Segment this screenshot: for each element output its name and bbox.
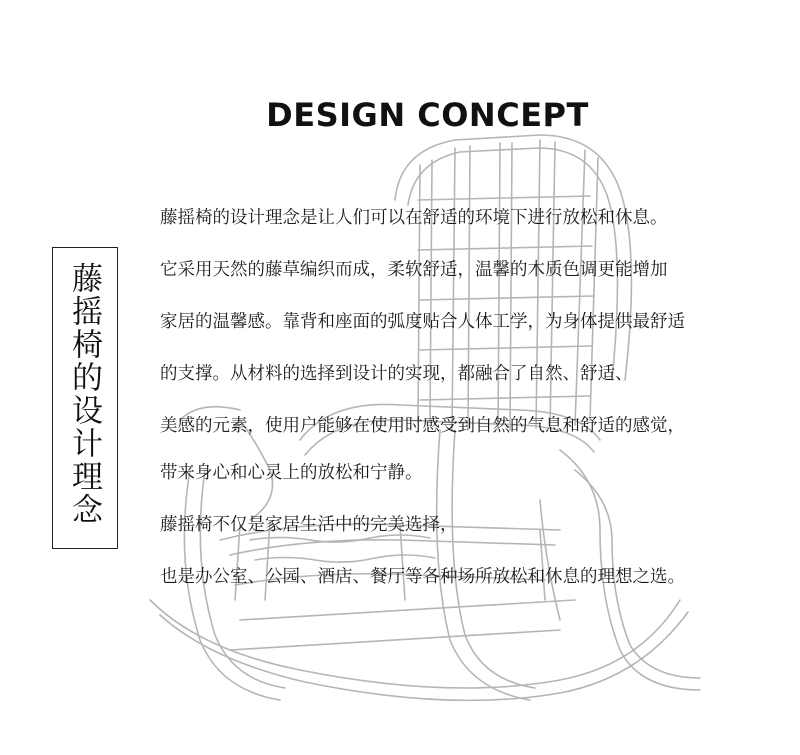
paragraph-line: 也是办公室、公园、酒店、餐厅等各种场所放松和休息的理想之选。 bbox=[160, 567, 685, 587]
paragraph-line: 带来身心和心灵上的放松和宁静。 bbox=[160, 463, 423, 483]
side-title-box bbox=[52, 247, 118, 549]
paragraph-line: 家居的温馨感。靠背和座面的弧度贴合人体工学，为身体提供最舒适 bbox=[160, 312, 685, 332]
paragraph-line: 它采用天然的藤草编织而成，柔软舒适，温馨的木质色调更能增加 bbox=[160, 260, 668, 280]
paragraph-line: 美感的元素，使用户能够在使用时感受到自然的气息和舒适的感觉， bbox=[160, 416, 685, 436]
paragraph-line: 藤摇椅的设计理念是让人们可以在舒适的环境下进行放松和休息。 bbox=[160, 208, 668, 228]
paragraph-line: 的支撑。从材料的选择到设计的实现，都融合了自然、舒适、 bbox=[160, 364, 633, 384]
design-concept-heading: DESIGN CONCEPT bbox=[266, 96, 589, 134]
side-title: 藤摇椅的设计理念 bbox=[66, 262, 102, 526]
paragraph-line: 藤摇椅不仅是家居生活中的完美选择， bbox=[160, 515, 458, 535]
